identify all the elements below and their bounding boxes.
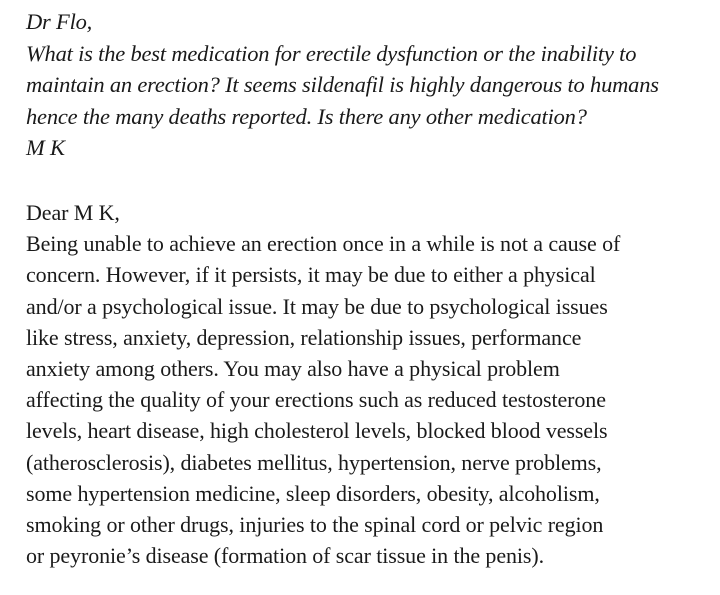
answer-line: affecting the quality of your erections such as reduced testosterone <box>26 387 606 413</box>
answer-line: levels, heart disease, high cholesterol levels, blocked blood vessels <box>26 418 608 444</box>
question-greeting: Dr Flo, <box>26 9 93 34</box>
question-line: What is the best medication for erectile dysfunction or the inability to <box>26 40 637 66</box>
answer-line: anxiety among others. You may also have a physical problem <box>26 356 560 382</box>
doctor-answer <box>26 197 706 571</box>
question-line: hence the many deaths reported. Is there any other medication? <box>26 103 587 129</box>
question-signature: M K <box>26 135 65 160</box>
answer-line: smoking or other drugs, injuries to the spinal cord or pelvic region <box>26 512 604 538</box>
answer-line: some hypertension medicine, sleep disorders, obesity, alcoholism, <box>26 480 600 506</box>
answer-line: concern. However, if it persists, it may be due to either a physical <box>26 262 596 288</box>
answer-greeting: Dear M K, <box>26 200 120 225</box>
answer-line: and/or a psychological issue. It may be due to psychological issues <box>26 293 608 319</box>
answer-line: like stress, anxiety, depression, relationship issues, performance <box>26 324 582 350</box>
reader-question <box>26 6 696 164</box>
question-line: maintain an erection? It seems sildenafil is highly dangerous to humans <box>26 72 659 97</box>
answer-line: (atherosclerosis), diabetes mellitus, hypertension, nerve problems, <box>26 449 602 475</box>
answer-line: or peyronie’s disease (formation of scar tissue in the penis). <box>26 543 544 569</box>
answer-line: Being unable to achieve an erection once in a while is not a cause of <box>26 231 621 257</box>
